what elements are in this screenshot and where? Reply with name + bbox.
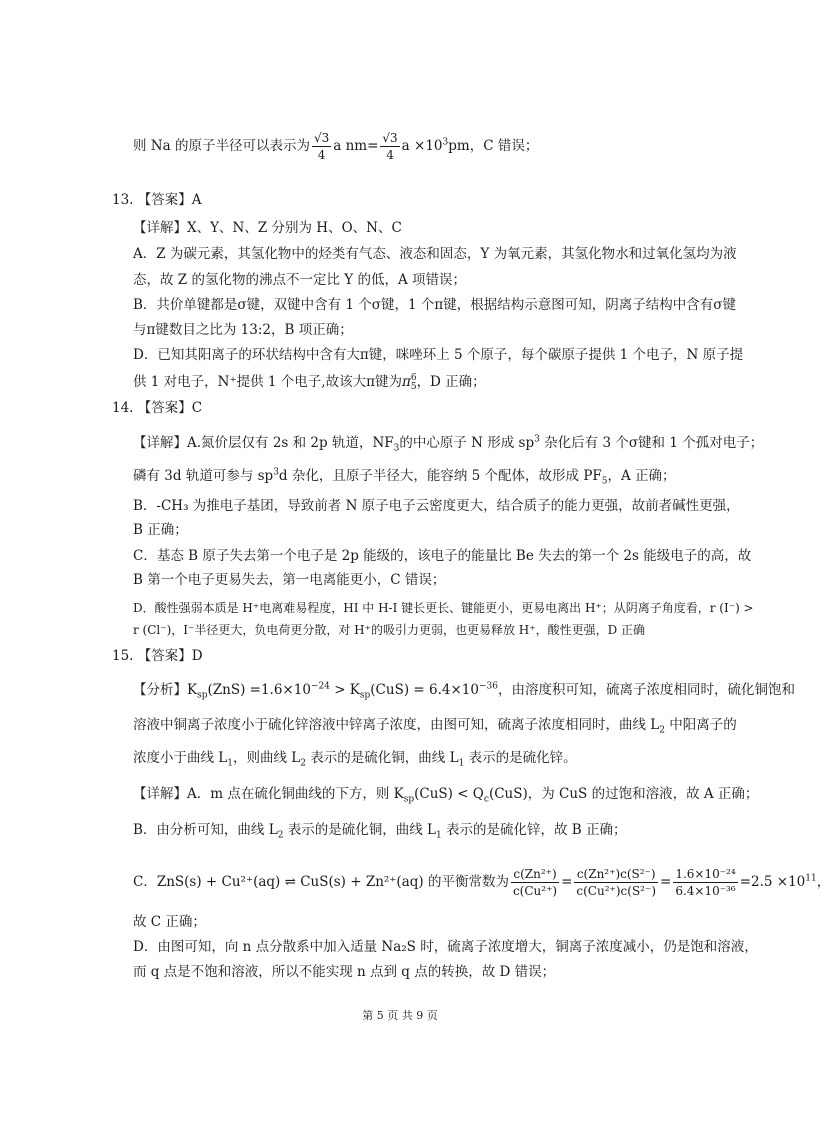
superscript: −36 <box>478 681 498 692</box>
q14-detail-line: B．-CH₃ 为推电子基团，导致前者 N 原子电子云密度更大，结合质子的能力更强，故前者碱性更强， <box>133 498 740 514</box>
superscript: 3 <box>442 137 449 148</box>
q13-detail-line <box>133 372 486 392</box>
answer-label: 【答案】D <box>137 648 203 664</box>
text: 【详解】A．m 点在硫化铜曲线的下方，则 K <box>133 786 404 802</box>
text: ，A 正确； <box>607 468 676 484</box>
text: (CuS)，为 CuS 的过饱和溶液，故 A 正确； <box>488 786 759 802</box>
subscript: 1 <box>458 758 465 769</box>
subscript: 1 <box>227 758 233 769</box>
fraction <box>380 130 399 163</box>
numerator: √3 <box>382 131 398 145</box>
question-number: 14. <box>112 400 134 416</box>
subscript: 2 <box>300 758 306 769</box>
text: 供 1 对电子，N⁺提供 1 个电子,故该大π键为 <box>133 374 402 390</box>
text: ，则曲线 L <box>233 750 301 766</box>
q13-detail-line: A．Z 为碳元素，其氢化物中的烃类有气态、液态和固态，Y 为氧元素，其氢化物水和过氧化氢均为液 <box>133 246 737 262</box>
text: 的中心原子 N 形成 sp <box>399 435 535 451</box>
text: 【分析】K <box>133 682 198 698</box>
q14-detail-line: r (Cl⁻)，I⁻半径更大，负电荷更分散，对 H⁺的吸引力更弱，也更易释放 H⁺，酸性更强，D 正确 <box>133 623 646 637</box>
subscript: c <box>483 794 489 805</box>
q15-equilibrium-line <box>133 864 830 900</box>
denominator: 6.4×10⁻³⁶ <box>675 884 736 898</box>
numerator: c(Zn²⁺) <box>511 866 559 883</box>
text: 杂化后有 3 个σ键和 1 个孤对电子； <box>539 435 764 451</box>
q15-answer <box>112 646 203 666</box>
question-number: 13. <box>112 192 134 208</box>
text: (ZnS) =1.6×10 <box>207 682 311 698</box>
text: 表示的是硫化锌，故 B 正确； <box>441 822 627 838</box>
text: (CuS) = 6.4×10 <box>370 682 479 698</box>
q13-detail-line: 与π键数目之比为 13:2，B 项正确； <box>133 322 353 338</box>
superscript: 6 <box>410 372 417 383</box>
q14-detail-line: B 第一个电子更易失去，第一电离能更小，C 错误； <box>133 572 446 588</box>
q14-detail-line <box>133 466 676 486</box>
text: 浓度小于曲线 L <box>133 750 228 766</box>
subscript: 1 <box>435 830 442 841</box>
q15-detail-line: 故 C 正确； <box>133 914 206 930</box>
subscript: 5 <box>601 476 608 487</box>
q15-detail-line <box>133 820 627 840</box>
text: 表示的是硫化铜，曲线 L <box>306 750 459 766</box>
text: 磷有 3d 轨道可参与 sp <box>133 468 274 484</box>
q15-detail-line: 而 q 点是不饱和溶液，所以不能实现 n 点到 q 点的转换，故 D 错误； <box>133 964 556 980</box>
text: d 杂化，且原子半径大，能容纳 5 个配体，故形成 PF <box>278 468 602 484</box>
question-number: 15. <box>112 648 134 664</box>
numerator: 1.6×10⁻²⁴ <box>675 867 736 881</box>
q15-analysis-line <box>133 680 795 700</box>
q13-detail-line: 【详解】X、Y、N、Z 分别为 H、O、N、C <box>133 220 402 236</box>
q14-detail-line: D．酸性强弱本质是 H⁺电离难易程度，HI 中 H-I 键长更长、键能更小，更易电离出 H⁺；从阴离子角度看，r (I⁻) > <box>133 601 754 615</box>
text: 中阳离子的 <box>665 717 737 733</box>
q13-detail-line: B．共价单键都是σ键，双键中含有 1 个σ键，1 个π键，根据结构示意图可知，阴离子结构中含有σ键 <box>133 297 736 313</box>
q14-detail-line <box>133 433 763 453</box>
text: = <box>561 874 573 890</box>
subscript: sp <box>197 690 208 701</box>
q14-answer <box>112 398 202 418</box>
text: a ×10 <box>401 138 443 154</box>
numerator: √3 <box>313 131 330 145</box>
subscript: 3 <box>393 443 400 454</box>
denominator: 4 <box>386 148 394 162</box>
subscript: 2 <box>659 725 665 736</box>
answer-label: 【答案】A <box>137 192 202 208</box>
denominator: c(Cu²⁺) <box>512 884 558 898</box>
subscript: 5 <box>410 381 417 392</box>
text: ，D 正确； <box>416 374 486 390</box>
text: 表示的是硫化铜，曲线 L <box>283 822 436 838</box>
numerator: c(Zn²⁺)c(S²⁻) <box>574 866 658 883</box>
subscript: sp <box>403 794 415 805</box>
text: B．由分析可知，曲线 L <box>133 822 278 838</box>
page-footer: 第 5 页 共 9 页 <box>362 1009 438 1022</box>
fraction <box>574 866 658 899</box>
superscript: −24 <box>310 681 330 692</box>
q14-detail-line: C．基态 B 原子失去第一个电子是 2p 能级的，该电子的能量比 Be 失去的第一个 2s 能级电子的高，故 <box>133 548 752 564</box>
subscript: sp <box>359 690 371 701</box>
subscript: 2 <box>277 830 284 841</box>
text: = <box>660 874 672 890</box>
text: 溶液中铜离子浓度小于硫化锌溶液中锌离子浓度，由图可知，硫离子浓度相同时，曲线 L <box>133 717 660 733</box>
text: ，由溶度积可知，硫离子浓度相同时，硫化铜饱和 <box>497 682 795 698</box>
fraction <box>511 866 559 899</box>
q15-detail-line: D．由图可知，向 n 点分散系中加入适量 Na₂S 时，硫离子浓度增大，铜离子浓度减小，仍是饱和溶液， <box>133 939 758 955</box>
q14-detail-line: B 正确； <box>133 522 188 538</box>
text: 【详解】A.氮价层仅有 2s 和 2p 轨道，NF <box>133 435 394 451</box>
superscript: 3 <box>273 467 279 478</box>
q13-detail-line: 态，故 Z 的氢化物的沸点不一定比 Y 的低，A 项错误； <box>133 272 466 288</box>
text: ， <box>816 874 830 890</box>
superscript: 11 <box>805 873 817 884</box>
denominator: c(Cu²⁺)c(S²⁻) <box>576 884 656 898</box>
answer-label: 【答案】C <box>137 400 203 416</box>
superscript: 3 <box>534 434 540 445</box>
text: 则 Na 的原子半径可以表示为 <box>133 138 310 154</box>
fraction <box>312 130 331 163</box>
text: C．ZnS(s) + Cu²⁺(aq) ⇌ CuS(s) + Zn²⁺(aq) 的平衡常数为 <box>133 874 509 890</box>
fraction <box>673 866 737 899</box>
q13-detail-line: D．已知其阳离子的环状结构中含有大π键，咪唑环上 5 个原子，每个碳原子提供 1 个电子，N 原子提 <box>133 347 744 363</box>
text: > K <box>329 682 360 698</box>
text: =2.5 ×10 <box>739 874 806 890</box>
text: pm，C 错误； <box>448 138 539 154</box>
denominator: 4 <box>317 148 326 162</box>
q15-analysis-line <box>133 715 737 735</box>
q13-answer <box>112 190 202 210</box>
q15-analysis-line <box>133 748 577 768</box>
na-radius-line <box>133 130 538 163</box>
pi-symbol: π <box>401 374 411 390</box>
text: (CuS) < Q <box>414 786 484 802</box>
q15-detail-line <box>133 784 758 804</box>
text: a nm= <box>333 138 379 154</box>
text: 表示的是硫化锌。 <box>464 750 577 766</box>
